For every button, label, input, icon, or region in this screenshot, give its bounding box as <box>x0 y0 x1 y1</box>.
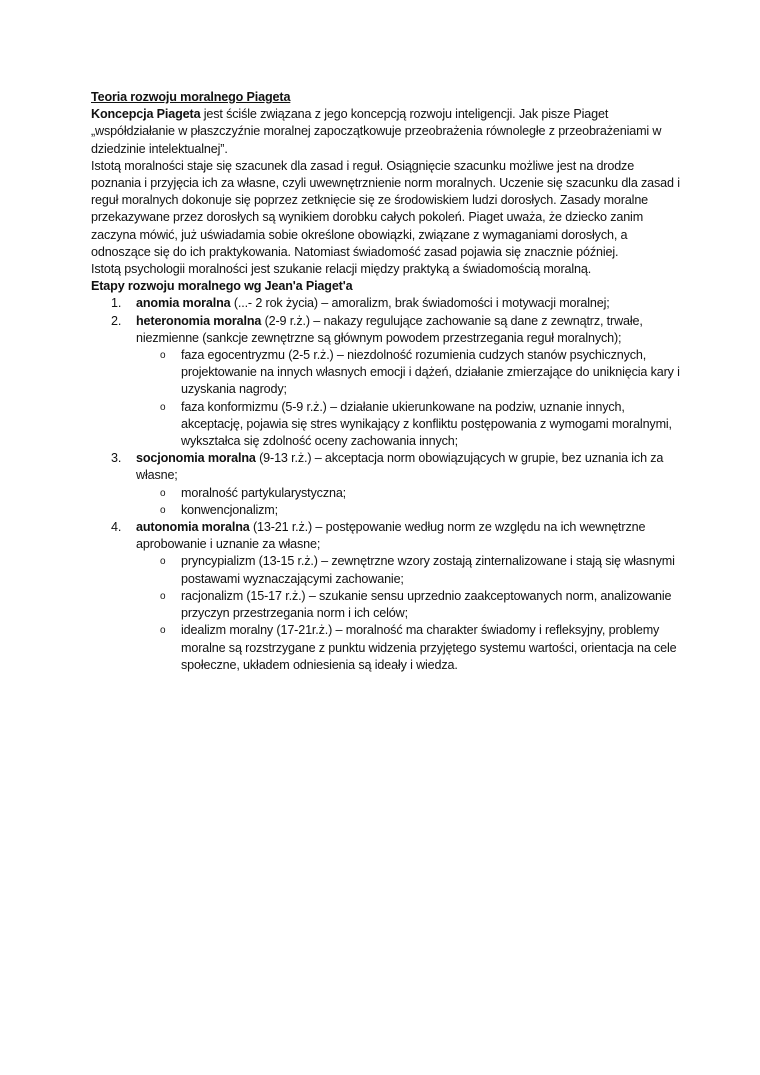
morality-paragraph: Istotą moralności staje się szacunek dla zasad i reguł. Osiągnięcie szacunku możliwe jest na drodze poznania i przyjęcia ich za własne, czyli uwewnętrznienie norm moralnych. Uczenie się szacunku dla zasad i reguł moralnych dokonuje się poprzez zetknięcie się ze środowiskiem ludzi dorosłych. Zasady moralne przekazywane przez dorosłych są wynikiem dorobku całych pokoleń. Piaget uważa, że dziecko zanim zaczyna mówić, już uświadamia sobie określone obowiązki, związane z wymaganiami dorosłych, a odnoszące się do ich praktykowania. Natomiast świadomość zasad pojawia się znacznie później. <box>91 158 680 259</box>
stage-text: (13-21 r.ż.) – postępowanie według norm ze względu na ich wewnętrzne aprobowanie i uznanie za własne; <box>136 520 646 552</box>
stage-name: heteronomia moralna <box>136 313 262 328</box>
stages-list <box>91 295 681 673</box>
stage-text: (9-13 r.ż.) – akceptacja norm obowiązujących w grupie, bez uznania ich za własne; <box>136 451 664 483</box>
stage-number: 2. <box>111 313 122 328</box>
substage-text: moralność partykularystyczna; <box>181 485 347 500</box>
intro-bold-lead: Koncepcja Piageta <box>91 107 201 122</box>
document-title: Teoria rozwoju moralnego Piageta <box>91 90 291 104</box>
substage-item <box>91 622 681 674</box>
psychology-paragraph: Istotą psychologii moralności jest szukanie relacji między praktyką a świadomością moralną. <box>91 262 592 277</box>
substage-list <box>136 553 681 673</box>
substage-text: faza konformizmu (5-9 r.ż.) – działanie ukierunkowane na podziw, uznanie innych, akceptację, pojawia się stres wynikający z konfliktu postępowania z wymogami moralnymi, wykształca się zdolność oceny zachowania innych; <box>181 399 672 449</box>
stage-number: 3. <box>111 451 122 466</box>
substage-text: idealizm moralny (17-21r.ż.) – moralność ma charakter świadomy i refleksyjny, problemy moralne są rozstrzygane z punktu widzenia przyjętego systemu wartości, orientacja na cele społeczne, układem odniesienia są ideały i wiedza. <box>181 623 677 672</box>
document-page <box>91 89 681 674</box>
intro-paragraph <box>91 106 681 158</box>
stage-name: autonomia moralna <box>136 520 250 535</box>
substage-item <box>91 502 681 519</box>
substage-text: konwencjonalizm; <box>181 502 278 517</box>
substage-item <box>91 399 681 451</box>
substage-item <box>91 485 681 502</box>
bullet-icon: o <box>160 401 166 413</box>
bullet-icon: o <box>160 487 166 499</box>
stage-text: (...- 2 rok życia) – amoralizm, brak świadomości i motywacji moralnej; <box>230 296 610 311</box>
stage-name: anomia moralna <box>136 296 231 311</box>
bullet-icon: o <box>160 350 166 362</box>
stage-item <box>91 295 681 312</box>
bullet-icon: o <box>160 556 166 568</box>
stage-number: 4. <box>111 520 122 535</box>
stage-name: socjonomia moralna <box>136 451 256 466</box>
stage-number: 1. <box>111 296 122 311</box>
stage-item <box>91 450 681 519</box>
substage-text: racjonalizm (15-17 r.ż.) – szukanie sensu uprzednio zaakceptowanych norm, analizowanie przyczyn przestrzegania norm i ich celów; <box>181 588 672 621</box>
bullet-icon: o <box>160 625 166 637</box>
intro-text: jest ściśle związana z jego koncepcją rozwoju inteligencji. Jak pisze Piaget „współdziałanie w płaszczyźnie moralnej zapoczątkowuje przeobrażenia równoległe z przeobrażeniami w dziedzinie intelektualnej”. <box>91 107 662 156</box>
substage-list <box>136 485 681 519</box>
stage-item <box>91 313 681 451</box>
substage-item <box>91 588 681 622</box>
stage-item <box>91 519 681 674</box>
stage-text: (2-9 r.ż.) – nakazy regulujące zachowanie są dane z zewnątrz, trwałe, niezmienne (sankcje zewnętrzne są głównym powodem przestrzegania reguł moralnych); <box>136 313 643 345</box>
substage-item <box>91 553 681 587</box>
bullet-icon: o <box>160 590 166 602</box>
substage-text: pryncypializm (13-15 r.ż.) – zewnętrzne wzory zostają zinternalizowane i stają się własnymi postawami wyznaczającymi zachowanie; <box>181 554 675 586</box>
stages-heading: Etapy rozwoju moralnego wg Jean'a Piaget'a <box>91 279 353 294</box>
substage-item <box>91 347 681 399</box>
bullet-icon: o <box>160 504 166 516</box>
substage-list <box>136 347 681 450</box>
substage-text: faza egocentryzmu (2-5 r.ż.) – niezdolność rozumienia cudzych stanów psychicznych, projektowanie na innych własnych emocji i dążeń, działanie zmierzające do uniknięcia kary i uzyskania nagrody; <box>181 348 680 397</box>
